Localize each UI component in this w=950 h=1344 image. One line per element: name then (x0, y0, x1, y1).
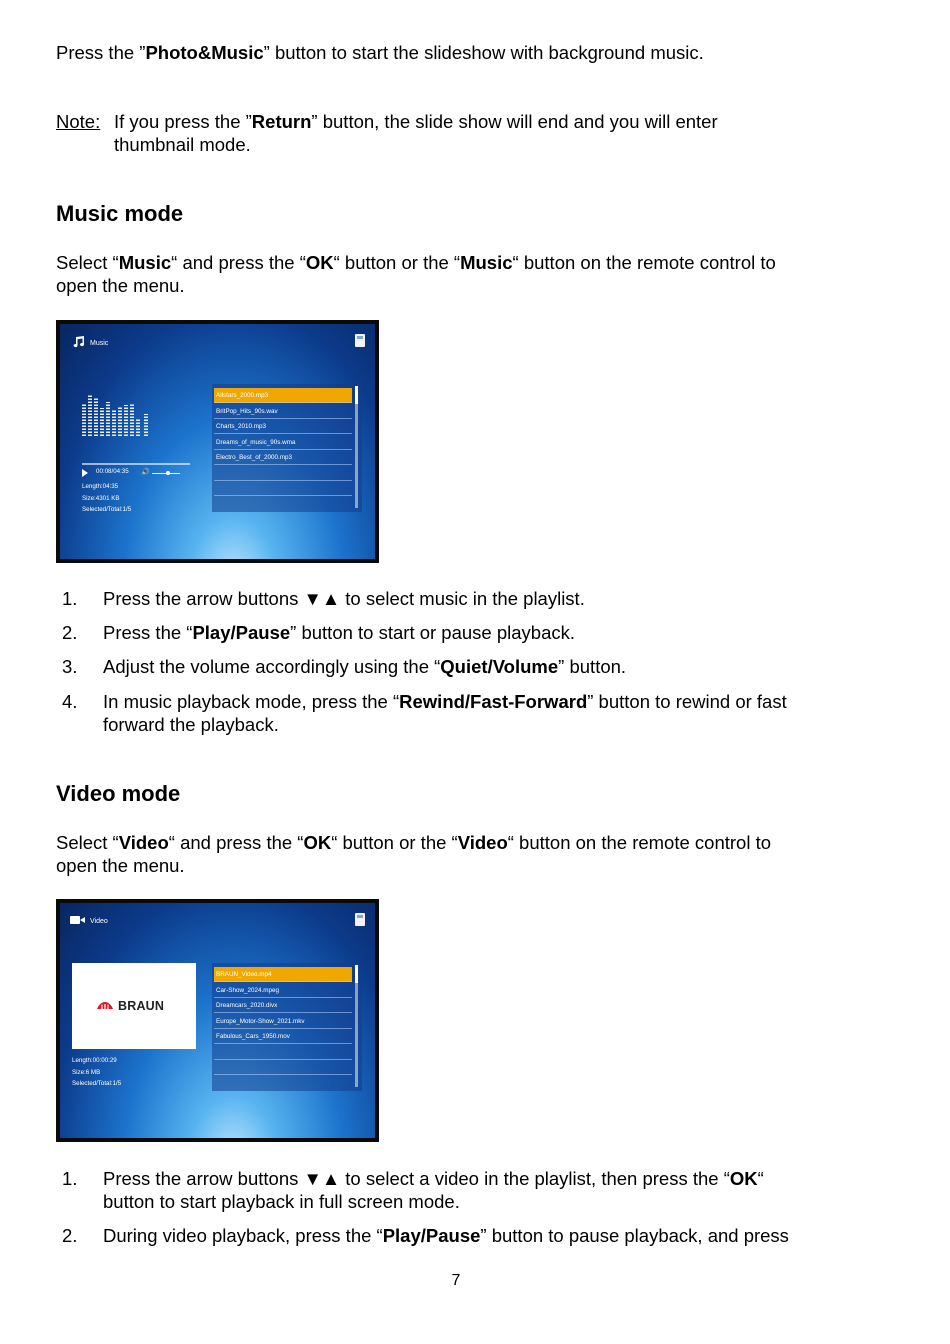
text: “ and press the “ (171, 252, 306, 273)
playlist-item[interactable]: BRAUN_Video.mp4 (214, 967, 352, 982)
intro-text-end: ” button to start the slideshow with background music. (263, 42, 704, 63)
playlist-item[interactable]: Europe_Motor-Show_2021.mkv (214, 1014, 352, 1029)
step-text (103, 1224, 853, 1247)
video-playlist (212, 963, 362, 1091)
bold: OK (729, 1168, 758, 1189)
text: In music playback mode, press the “ (103, 691, 400, 712)
playlist-scrollbar[interactable] (355, 386, 358, 508)
playlist-item[interactable]: Dreamcars_2020.divx (214, 998, 352, 1013)
video-size: Size:6 MB (72, 1068, 101, 1076)
bold: Play/Pause (382, 1225, 481, 1246)
text: “ and press the “ (168, 832, 304, 853)
playlist-item[interactable]: Charts_2010.mp3 (214, 419, 352, 434)
braun-logo-text: BRAUN (118, 999, 165, 1013)
step-number: 2. (62, 1225, 78, 1246)
step-number: 2. (62, 622, 78, 643)
text: “ (757, 1168, 764, 1189)
playlist-item[interactable]: Allstars_2000.mp3 (214, 388, 352, 403)
eq-bar (94, 398, 98, 436)
text: ” button to start or pause playback. (290, 622, 576, 643)
playlist-item[interactable]: Electro_Best_of_2000.mp3 (214, 450, 352, 465)
bold: OK (305, 252, 334, 273)
eq-bar (88, 394, 92, 436)
volume-knob[interactable] (166, 471, 170, 475)
bold: Music (460, 252, 513, 273)
text: open the menu. (56, 275, 185, 296)
playlist-item[interactable]: Fabulous_Cars_1950.mov (214, 1029, 352, 1044)
note-line2: thumbnail mode. (114, 134, 251, 155)
music-intro (56, 251, 856, 297)
text: Select “ (56, 252, 119, 273)
scrollbar-thumb[interactable] (355, 386, 358, 404)
braun-logo (96, 999, 164, 1013)
bold: Video (457, 832, 508, 853)
text: “ button on the remote control to (507, 832, 772, 853)
music-screen (56, 320, 379, 563)
intro-text: Press the ” (56, 42, 146, 63)
play-icon[interactable] (82, 469, 88, 477)
text: ” button to rewind or fast (587, 691, 787, 712)
text: Adjust the volume accordingly using the “ (103, 656, 441, 677)
playlist-item[interactable]: Dreams_of_music_90s.wma (214, 435, 352, 450)
text: ” button to pause playback, and press (480, 1225, 789, 1246)
sd-card-icon (355, 913, 365, 926)
eq-bar (106, 402, 110, 436)
eq-bar (136, 418, 140, 436)
screen-title: Video (90, 918, 108, 925)
step-number: 1. (62, 588, 78, 609)
track-length: Length:04:35 (82, 483, 119, 490)
sd-card-icon (355, 334, 365, 347)
text: open the menu. (56, 855, 185, 876)
track-info (82, 481, 131, 516)
step-text (103, 587, 853, 610)
intro-bold: Photo&Music (145, 42, 264, 63)
video-screen (56, 899, 379, 1142)
text: During video playback, press the “ (103, 1225, 383, 1246)
bold: Quiet/Volume (440, 656, 559, 677)
eq-bar (144, 414, 148, 436)
text: “ button or the “ (333, 252, 461, 273)
step-number: 1. (62, 1168, 78, 1189)
eq-bar (100, 408, 104, 436)
video-selected: Selected/Total:1/5 (72, 1080, 122, 1087)
intro-paragraph (56, 41, 856, 64)
step-number: 4. (62, 691, 78, 712)
text: Press the arrow buttons ▼▲ to select a video in the playlist, then press the “ (103, 1168, 730, 1189)
music-heading: Music mode (56, 201, 184, 226)
note-text: If you press the ” (114, 111, 252, 132)
eq-bar (82, 404, 86, 436)
text: ” button. (558, 656, 627, 677)
note-label: Note: (56, 111, 101, 132)
step-text (103, 1167, 853, 1213)
text: “ button or the “ (331, 832, 458, 853)
text: button to start playback in full screen mode. (103, 1191, 460, 1212)
video-thumbnail[interactable] (72, 963, 196, 1049)
music-screen-display (60, 324, 375, 559)
bold: Music (118, 252, 172, 273)
screen-title: Music (90, 340, 109, 347)
music-note-icon (72, 336, 86, 348)
eq-bar (130, 403, 134, 436)
bold: OK (303, 832, 332, 853)
video-length: Length:00:00:29 (72, 1057, 117, 1064)
track-size: Size:4301 KB (82, 494, 120, 502)
note-bold: Return (251, 111, 312, 132)
bold: Play/Pause (192, 622, 291, 643)
video-info (72, 1055, 121, 1090)
note-text-end: ” button, the slide show will end and you will enter (311, 111, 718, 132)
note-body (114, 110, 854, 156)
video-heading: Video mode (56, 781, 181, 806)
playlist-empty-row (214, 466, 352, 481)
playlist-item[interactable]: BritPop_Hits_90s.wav (214, 404, 352, 419)
volume-icon[interactable]: 🔊 (141, 469, 150, 476)
step-text (103, 621, 853, 644)
text: “ button on the remote control to (512, 252, 776, 273)
step-text (103, 690, 853, 736)
page-number: 7 (451, 1272, 461, 1289)
playlist-empty-row (214, 1060, 352, 1075)
note-paragraph (56, 110, 856, 155)
playback-time: 00:08/04:35 (96, 468, 129, 475)
video-screen-display (60, 903, 375, 1138)
scrollbar-thumb[interactable] (355, 965, 358, 983)
playlist-item[interactable]: Car-Show_2024.mpeg (214, 983, 352, 998)
text: Press the “ (103, 622, 193, 643)
video-camera-icon (70, 916, 80, 924)
music-playlist (212, 384, 362, 512)
playlist-empty-row (214, 1045, 352, 1060)
text: forward the playback. (103, 714, 279, 735)
text: Press the arrow buttons ▼▲ to select music in the playlist. (103, 588, 585, 609)
eq-bar (124, 405, 128, 436)
braun-logo-mark (96, 1001, 114, 1011)
text: Select “ (56, 832, 119, 853)
step-text (103, 655, 853, 678)
step-number: 3. (62, 656, 78, 677)
track-selected: Selected/Total:1/5 (82, 506, 132, 513)
eq-bar (118, 406, 122, 436)
bold: Video (118, 832, 169, 853)
equalizer (82, 392, 162, 436)
video-intro (56, 831, 856, 877)
playlist-empty-row (214, 481, 352, 496)
progress-bar[interactable] (82, 463, 190, 465)
eq-bar (112, 410, 116, 436)
playlist-scrollbar[interactable] (355, 965, 358, 1087)
bold: Rewind/Fast-Forward (399, 691, 588, 712)
